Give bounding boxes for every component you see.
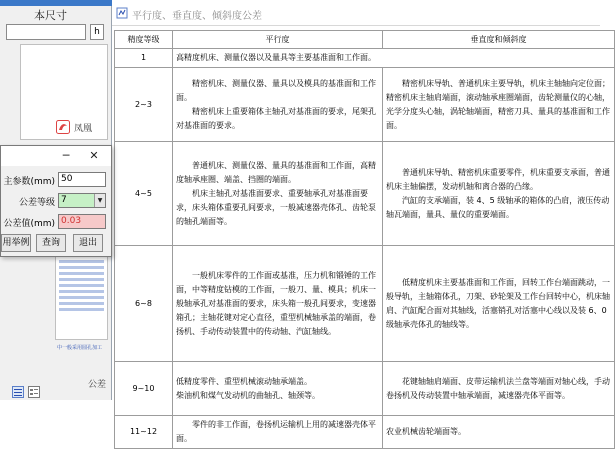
parallelism-cell (173, 246, 383, 362)
tolerance-grade-label: 公差等级 (18, 198, 55, 208)
perpendicularity-cell (383, 68, 615, 142)
detail-view-icon[interactable] (28, 386, 40, 398)
tolerance-table (114, 30, 615, 449)
perpendicularity-cell (383, 416, 615, 449)
grade-cell: 1 (115, 49, 173, 68)
list-item (59, 284, 104, 287)
list-item (59, 260, 104, 263)
table-row (115, 416, 615, 449)
list-view-icon[interactable] (12, 386, 24, 398)
list-item (59, 296, 104, 299)
description-cell (173, 49, 615, 68)
description-text: 普通机床、测量仪器、量具的基准面和工作面，高精度轴承座圈、端盖、挡圈的端面。 (176, 160, 376, 184)
perpendicularity-cell (383, 246, 615, 362)
parallelism-cell (173, 416, 383, 449)
description-text: 高精度机床、测量仪器以及量具等主要基准面和工作面。 (176, 53, 376, 62)
description-text: 精密机床、测量仪器、量具以及模具的基准面和工作面。 (176, 78, 376, 102)
tolerance-grade-select[interactable] (58, 193, 106, 208)
tolerance-query-dialog (0, 145, 112, 257)
table-header-row (115, 31, 615, 49)
description-text: 农业机械齿轮端面等。 (386, 427, 466, 436)
tolerance-grade-value: 7 (61, 195, 67, 205)
description-text: 零件的非工作面，卷扬机运输机上用的减速器壳体平面。 (176, 420, 376, 443)
table-row (115, 68, 615, 142)
background-window-title: 本尺寸 (34, 9, 67, 22)
background-field-button[interactable]: h (90, 24, 104, 40)
list-item (59, 266, 104, 269)
grade-cell: 4~5 (115, 142, 173, 246)
list-item (59, 290, 104, 293)
query-button[interactable]: 查询 (36, 234, 66, 252)
description-text: 精密机床导轨、普通机床主要导轨，机床主轴轴向定位面；精密机床主轴肩端面，滚动轴承座圈端面，齿轮测量仪的心轴，光学分度头心轴，涡轮轴端面，精密刀具、量具的基准面和工作面。 (386, 78, 610, 130)
dialog-title-bar[interactable] (1, 146, 111, 166)
background-footnote[interactable]: 中一般采用圆孔加工 (57, 345, 103, 351)
tolerance-value-output[interactable]: 0.03 (58, 214, 106, 229)
list-item (59, 308, 104, 311)
grade-cell: 6~8 (115, 246, 173, 362)
table-row (115, 142, 615, 246)
list-item (59, 278, 104, 281)
tolerance-table-window (112, 0, 610, 443)
description-text: 汽缸的支承端面，装 4、5 级轴承的箱体的凸肩，液压传动轴瓦端面，量具、量仪的重要端面。 (386, 195, 610, 219)
application-example-button[interactable]: 用举例 (1, 234, 31, 252)
background-title-strip (0, 0, 112, 6)
close-icon[interactable]: ✕ (89, 149, 99, 162)
chevron-down-icon[interactable]: ▼ (94, 194, 105, 207)
description-text: 低精度零件、重型机械滚动轴承端盖。 (176, 376, 312, 386)
grade-cell: 9~10 (115, 362, 173, 416)
phoenix-logo-text: 凤凰 (74, 124, 93, 134)
table-row (115, 49, 615, 68)
main-parameter-input[interactable]: 50 (58, 172, 106, 187)
minimize-icon[interactable]: ─ (62, 149, 70, 162)
column-header-perpendicularity: 垂直度和倾斜度 (383, 31, 615, 49)
description-text: 一般机床零件的工作面或基准，压力机和锻锤的工作面，中等精度钻模的工作面，一般刀、量、模具；机床一般轴承孔对基准面的要求，床头箱一般孔间要求，变速器箱孔；主轴花键对定心直径，重型机械轴承盖的端面，卷扬机、手动传动装置中的传动轴、汽缸轴线。 (176, 270, 376, 336)
description-text: 花键轴轴肩端面、皮带运输机法兰盘等端面对轴心线，手动卷扬机及传动装置中轴承端面，减速器壳体平面等。 (386, 376, 610, 400)
list-item (59, 302, 104, 305)
description-text: 精密机床上重要箱体主轴孔对基准面的要求，尾架孔对基准面的要求。 (176, 106, 376, 130)
description-text: 柴油机和煤气发动机的曲轴孔、轴颈等。 (176, 390, 320, 400)
parallelism-cell (173, 68, 383, 142)
tolerance-table-container[interactable] (114, 30, 610, 443)
background-input-field[interactable] (6, 24, 86, 40)
parallelism-cell (173, 362, 383, 416)
tolerance-value-label: 公差值(mm) (3, 219, 55, 229)
grade-cell: 2~3 (115, 68, 173, 142)
parallelism-cell (173, 142, 383, 246)
description-text: 普通机床导轨、精密机床重要零件，机床重要支承面，普通机床主轴偏摆，发动机轴和离合器的凸缘。 (386, 167, 610, 191)
phoenix-icon (56, 120, 70, 134)
exit-button[interactable]: 退出 (73, 234, 103, 252)
background-list[interactable] (55, 250, 108, 340)
perpendicularity-cell (383, 362, 615, 416)
table-row (115, 246, 615, 362)
background-side-label: 公差 (88, 380, 107, 390)
app-icon (116, 7, 128, 19)
column-header-grade: 精度等级 (115, 31, 173, 49)
window-title: 平行度、垂直度、倾斜度公差 (132, 11, 262, 22)
grade-cell: 11~12 (115, 416, 173, 449)
title-bar[interactable] (112, 0, 600, 26)
phoenix-logo (56, 119, 108, 135)
table-row (115, 362, 615, 416)
list-item (59, 272, 104, 275)
description-text: 机床主轴孔对基准面要求、重要轴承孔对基准面要求，床头箱体重要孔间要求，一般减速器壳体孔、齿轮泵的轴孔端面等。 (176, 188, 376, 226)
main-parameter-label: 主参数(mm) (3, 177, 55, 187)
description-text: 低精度机床主要基准面和工作面，回转工作台端面跳动，一般导轨，主轴箱体孔，刀架、砂轮架及工作台回转中心，机床轴肩、汽缸配合面对其轴线，活塞销孔对活塞中心线以及装 6、0 级轴承壳体孔的轴线等。 (386, 277, 610, 329)
column-header-parallelism: 平行度 (173, 31, 383, 49)
perpendicularity-cell (383, 142, 615, 246)
